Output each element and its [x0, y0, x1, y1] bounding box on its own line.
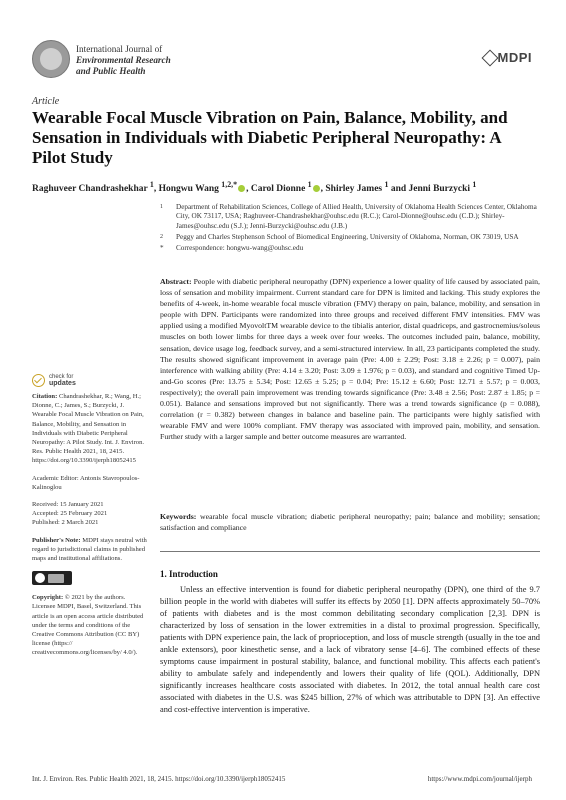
published-date: Published: 2 March 2021 [32, 519, 99, 527]
keywords-text: wearable focal muscle vibration; diabetic peripheral neuropathy; pain; balance and mobility; sensation; satisfaction and compliance [160, 512, 541, 532]
affiliation-text: Department of Rehabilitation Sciences, College of Allied Health, University of Oklahoma Health Sciences Center, Oklahoma City, OK 73117, USA; Raghuveer-Chandrashekhar@ouhsc.edu (R.C.); Carol-Dionne@ouhsc.edu (C.D.); Shirley-James@ouhsc.edu (S.J.); Jenni-Burzycki@ouhsc.edu (J.B.) [176, 203, 537, 230]
check-for-updates-button[interactable] [32, 374, 150, 387]
orcid-icon[interactable] [313, 185, 320, 192]
sidebar [32, 374, 150, 666]
author-name: Jenni Burzycki [408, 184, 471, 195]
publisher-note [32, 536, 150, 564]
footer-journal-link[interactable]: https://www.mdpi.com/journal/ijerph [427, 775, 532, 783]
orcid-icon[interactable] [238, 185, 245, 192]
accepted-date: Accepted: 25 February 2021 [32, 510, 108, 518]
affiliation-item [160, 233, 540, 242]
introduction-text: Unless an effective intervention is found for diabetic peripheral neuropathy (DPN), one third of the 9.7 billion people in the world with diabetes will suffer its effects by 2050 [1]. DPN affects approximately 50–70% of patients with diabetes and is the most common debilitating secondary complication [2,3]. DPN is characterized by loss of sensation in the lower extremities in a distal to proximal progression. Specifically, patients with DPN experience pain, the lack of proprioception, and loss of muscle strength (usually in the toe and ankle extensors), poor kinesthetic sense, and a lack of vibratory sense [4–6]. The combined effects of these symptoms cause impairment in postural stability, balance, and functional mobility. This affects each patient's ability to ambulate safely and independently and lowers their quality of life (QOL). Additionally, DPN significantly increases healthcare costs associated with diabetes. In 2012, the total annual health care cost associated with diabetes in the U.S. was $245 billion, 27% of which was attributable to DPN [3]. An effective and cost-effective intervention is imperative. [160, 585, 540, 714]
journal-name-line3: and Public Health [76, 66, 146, 76]
author-affil-sup: 1,2,* [221, 180, 238, 189]
copyright-label: Copyright: [32, 594, 64, 602]
author-name: Carol Dionne [250, 184, 306, 195]
affiliation-number: * [160, 243, 164, 252]
author-name: Hongwu Wang [158, 184, 219, 195]
author-affil-sup: 1 [149, 180, 154, 189]
correspondence-item [160, 244, 540, 253]
check-updates-text [49, 374, 76, 387]
keywords-label: Keywords: [160, 512, 197, 521]
publisher-note-label: Publisher's Note: [32, 536, 81, 544]
affiliation-number: 1 [160, 204, 163, 210]
affiliation-item [160, 203, 540, 231]
copyright-block [32, 593, 150, 657]
abstract-text: People with diabetic peripheral neuropathy (DPN) experience a lower quality of life caused by associated pain, loss of sensation and mobility impairment. Current standard care for DPN is limited and lacking. This study explores the benefits of 4-week, in-home wearable focal muscle vibration (FMV) therapy on pain, balance, mobility, and sensation in people with DPN. Participants were randomized into three groups and received different FMV intensities. FMV was applied using a modified MyovoltTM wearable device to the tibialis anterior, distal quadriceps, and gastrocnemius/soleus muscles on both lower limbs for three days a week over four weeks. The outcomes included pain, balance, mobility, sensation, device usage log, feedback survey, and a semi-structured interview. In all, 23 participants completed the study. The results showed significant improvement in average pain (Pre: 4.00 ± 2.29; Post: 3.18 ± 2.26; p = 0.007), pain interference with walking ability (Pre: 4.14 ± 3.20; Post: 3.09 ± 1.976; p = 0.03), and standard and cognitive Timed Up-and-Go scores (Pre: 13.75 ± 5.34; Post: 12.65 ± 5.25; p = 0.04; Pre: 15.12 ± 6.60; Post: 12.71 ± 5.57; p = 0.003, respectively); the overall pain improvement was trending towards significance (Pre: 3.48 ± 2.56; Post: 2.87 ± 1.85; p = 0.051). Balance and sensations improved but not significantly. There was a trend towards significance (p = 0.088), correlation (r = 0.382) between changes in balance and baseline pain. The participants were highly satisfied with wearable FMV and were 100% compliant. FMV therapy was associated with improved pain, mobility, and sensation. Further study with a larger sample and better outcome measures are warranted. [160, 277, 540, 442]
section-heading: 1. Introduction [160, 569, 218, 579]
journal-name-line2: Environmental Research [76, 55, 171, 65]
correspondence-text: Correspondence: hongwu-wang@ouhsc.edu [176, 243, 304, 252]
academic-editor: Academic Editor: Antonis Stavropoulos-Kalinoglou [32, 474, 140, 491]
affiliation-text: Peggy and Charles Stephenson School of Biomedical Engineering, University of Oklahoma, Norman, OK 73019, USA [176, 232, 519, 241]
journal-name [76, 44, 171, 77]
author-name: Raghuveer Chandrashekhar [32, 184, 148, 195]
ijerph-seal-icon [32, 40, 70, 78]
author-affil-sup: 1 [307, 180, 312, 189]
author-list: Raghuveer Chandrashekhar $^1$, Hongwu Wang $^{1,2,*}$ , Carol Dionne $^1$ , Shirley James $^1$ and Jenni Burzycki $^1$ [32, 180, 477, 195]
check-updates-line2: updates [49, 379, 76, 387]
journal-name-line1: International Journal of [76, 44, 163, 54]
keywords [160, 511, 540, 533]
journal-header [32, 40, 532, 80]
page-footer [32, 775, 532, 783]
section-divider [160, 551, 540, 552]
citation-block [32, 392, 150, 466]
copyright-text: © 2021 by the authors. Licensee MDPI, Basel, Switzerland. This article is an open access article distributed under the terms and conditions of the Creative Commons Attribution (CC BY) license (https:// creativecommons.org/licenses/by/ 4.0/). [32, 594, 144, 657]
abstract [160, 276, 540, 442]
abstract-label: Abstract: [160, 277, 192, 286]
mdpi-logo: MDPI [484, 50, 533, 65]
article-type: Article [32, 96, 60, 107]
citation-text: Chandrashekhar, R.; Wang, H.; Dionne, C.; James, S.; Burzycki, J. Wearable Focal Muscle Vibration on Pain, Balance, Mobility, and Sensation in Individuals with Diabetic Peripheral Neuropathy: A Pilot Study. Int. J. Environ. Res. Public Health 2021, 18, 2415. https://doi.org/10.3390/ijerph18052415 [32, 393, 145, 465]
publisher-note-text: MDPI stays neutral with regard to jurisdictional claims in published maps and institutional affiliations. [32, 536, 147, 563]
cc-by-license-icon[interactable] [32, 571, 72, 585]
author-affil-sup: 1 [384, 180, 389, 189]
check-updates-line1: check for [49, 374, 74, 380]
author-affil-sup: 1 [472, 180, 477, 189]
dates-block [32, 500, 150, 528]
check-updates-icon [32, 374, 45, 387]
footer-citation: Int. J. Environ. Res. Public Health 2021, 18, 2415. https://doi.org/10.3390/ijerph18052415 [32, 775, 286, 783]
received-date: Received: 15 January 2021 [32, 501, 104, 509]
affiliation-list [160, 203, 540, 255]
author-name: Shirley James [325, 184, 383, 195]
article-title: Wearable Focal Muscle Vibration on Pain, Balance, Mobility, and Sensation in Individuals with Diabetic Peripheral Neuropathy: A Pilot Study [32, 108, 508, 167]
citation-label: Citation: [32, 393, 58, 400]
affiliation-number: 2 [160, 233, 163, 240]
